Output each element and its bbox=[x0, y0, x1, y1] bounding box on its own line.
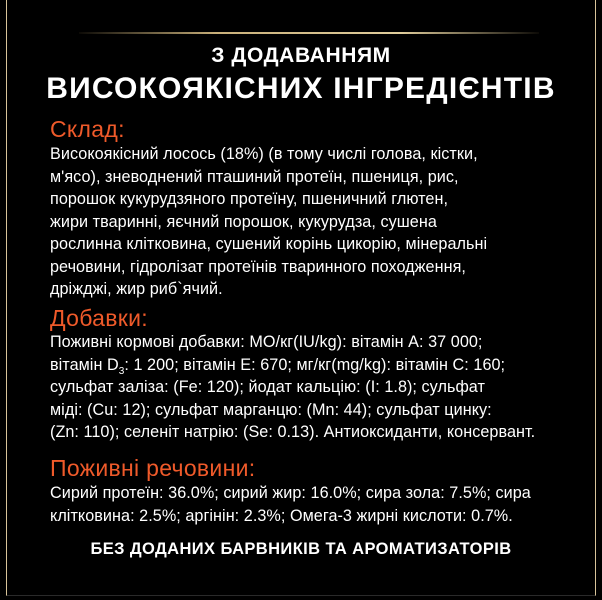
composition-line: рослинна клітковина, сушений корінь цикорію, мінеральні bbox=[50, 235, 488, 253]
composition-heading: Склад: bbox=[50, 116, 125, 142]
header-title: ВИСОКОЯКІСНИХ ІНГРЕДІЄНТІВ bbox=[46, 72, 556, 105]
header-subtitle: З ДОДАВАННЯМ bbox=[211, 44, 391, 67]
additives-line-part: : 1 200; вітамін Е: 670; мг/кг(mg/kg): вітамін С: 160; bbox=[124, 355, 506, 374]
subscript-3: 3 bbox=[118, 365, 125, 377]
footer-claim: БЕЗ ДОДАНИХ БАРВНИКІВ ТА АРОМАТИЗАТОРІВ bbox=[90, 540, 512, 558]
additives-text bbox=[50, 331, 570, 444]
nutrients-line: Сирий протеїн: 36.0%; сирий жир: 16.0%; сира зола: 7.5%; сира bbox=[50, 484, 531, 502]
composition-text bbox=[50, 143, 570, 301]
additives-line-part: вітамін D bbox=[50, 355, 119, 374]
nutrients-text bbox=[50, 482, 570, 527]
nutrients-heading: Поживні речовини: bbox=[50, 455, 256, 481]
composition-line: Високоякісний лосось (18%) (в тому числі голова, кістки, bbox=[50, 145, 478, 163]
additives-line bbox=[50, 354, 570, 377]
composition-line: м'ясо), зневоднений пташиний протеїн, пшениця, рис, bbox=[50, 167, 459, 186]
gold-divider-line bbox=[79, 32, 539, 34]
additives-heading: Добавки: bbox=[50, 305, 148, 331]
additives-line: (Zn: 110); селеніт натрію: (Se: 0.13). Антиоксиданти, консервант. bbox=[50, 423, 536, 441]
composition-line: порошок кукурудзяного протеїну, пшеничний глютен, bbox=[50, 190, 449, 208]
additives-line: сульфат заліза: (Fe: 120); йодат кальцію: (I: 1.8); сульфат bbox=[50, 378, 485, 396]
composition-line: жири тваринні, яєчний порошок, кукурудза, сушена bbox=[50, 212, 437, 231]
additives-line: міді: (Cu: 12); сульфат марганцю: (Mn: 44); сульфат цинку: bbox=[50, 400, 492, 419]
composition-line: дріжджі, жир риб`ячий. bbox=[50, 280, 223, 298]
additives-line: Поживні кормові добавки: МО/кг(IU/kg): вітамін А: 37 000; bbox=[50, 333, 483, 351]
composition-line: речовини, гідролізат протеїнів тваринного походження, bbox=[50, 257, 466, 276]
nutrients-line: клітковина: 2.5%; аргінін: 2.3%; Омега-3 жирні кислоти: 0.7%. bbox=[50, 506, 513, 525]
